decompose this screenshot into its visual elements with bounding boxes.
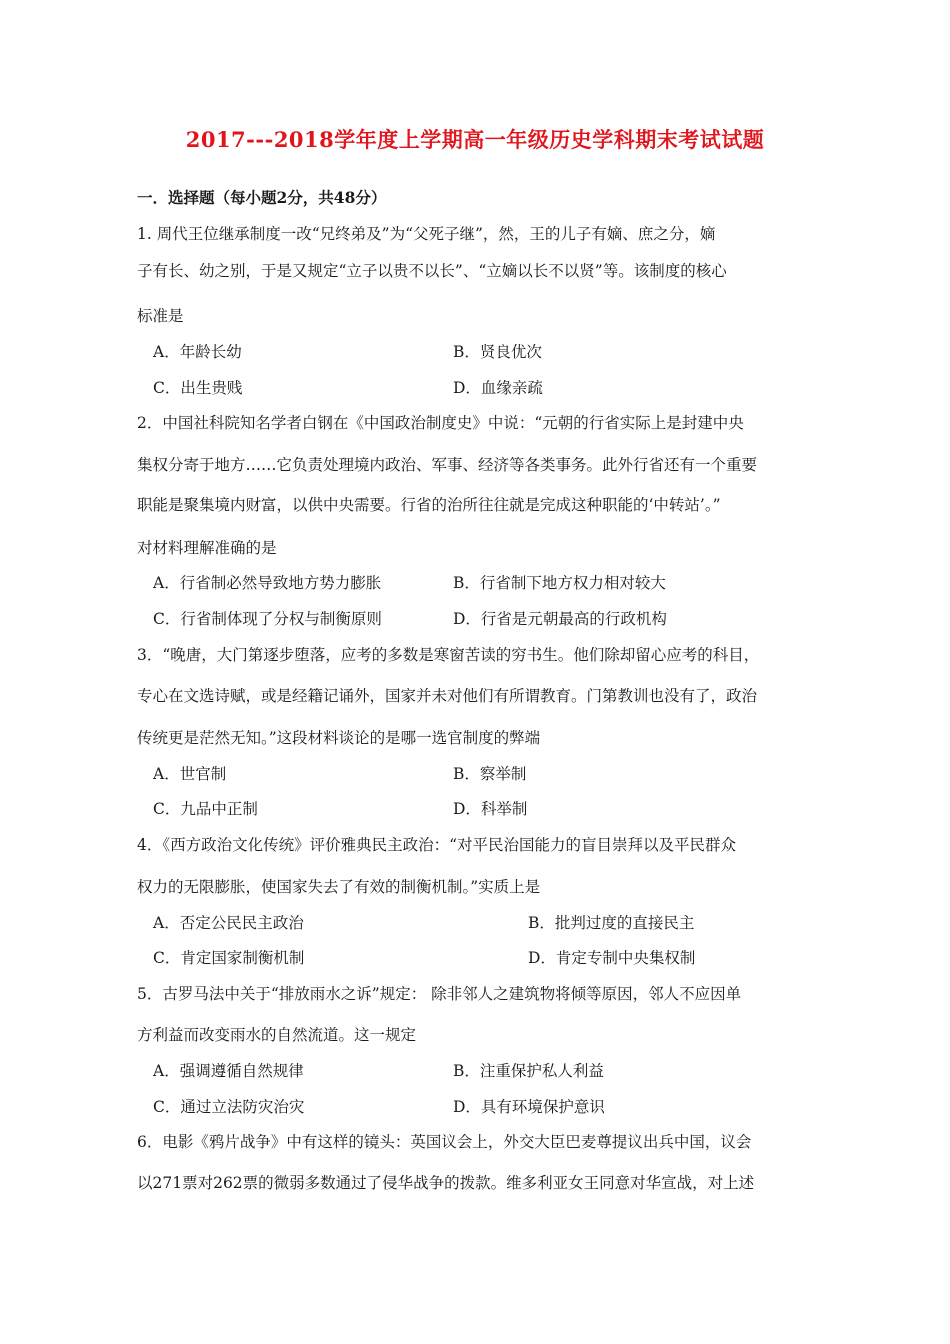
question-3-option-d: D．科举制	[453, 800, 528, 818]
question-3-line-3: 传统更是茫然无知。”这段材料谈论的是哪一选官制度的弊端	[137, 729, 541, 747]
question-2-line-2: 集权分寄于地方……它负责处理境内政治、军事、经济等各类事务。此外行省还有一个重要	[137, 456, 758, 474]
question-4-option-d: D．肯定专制中央集权制	[528, 949, 696, 967]
question-4-option-c: C．肯定国家制衡机制	[153, 949, 305, 967]
question-4-line-2: 权力的无限膨胀，使国家失去了有效的制衡机制。”实质上是	[137, 878, 541, 896]
question-1-line-2: 子有长、幼之别，于是又规定“立子以贵不以长”、“立嫡以长不以贤”等。该制度的核心	[137, 262, 727, 280]
section-heading: 一．选择题（每小题2分，共48分）	[137, 188, 387, 207]
question-5-option-c: C．通过立法防灾治灾	[153, 1098, 305, 1116]
question-3-option-a: A．世官制	[153, 765, 227, 783]
question-2-option-b: B．行省制下地方权力相对较大	[453, 574, 666, 592]
question-3-line-1: 3．“晚唐，大门第逐步堕落，应考的多数是寒窗苦读的穷书生。他们除却留心应考的科目，	[137, 646, 760, 664]
question-6-line-2: 以271票对262票的微弱多数通过了侵华战争的拨款。维多利亚女王同意对华宣战，对上述	[137, 1174, 755, 1192]
question-2-line-3: 职能是聚集境内财富，以供中央需要。行省的治所往往就是完成这种职能的‘中转站’。”	[137, 496, 721, 514]
question-4-line-1: 4．《西方政治文化传统》评价雅典民主政治：“对平民治国能力的盲目崇拜以及平民群众	[137, 836, 737, 854]
question-1-line-3: 标准是	[137, 307, 184, 325]
question-3-option-c: C．九品中正制	[153, 800, 258, 818]
question-1-option-d: D．血缘亲疏	[453, 379, 543, 397]
question-2-line-1: 2．中国社科院知名学者白钢在《中国政治制度史》中说：“元朝的行省实际上是封建中央	[137, 414, 744, 432]
question-3-line-2: 专心在文选诗赋，或是经籍记诵外，国家并未对他们有所谓教育。门第教训也没有了，政治	[137, 687, 758, 705]
question-5-option-b: B．注重保护私人利益	[453, 1062, 604, 1080]
question-5-line-1: 5．古罗马法中关于“排放雨水之诉”规定： 除非邻人之建筑物将倾等原因，邻人不应因单	[137, 985, 742, 1003]
question-2-option-d: D．行省是元朝最高的行政机构	[453, 610, 667, 628]
question-1-option-c: C．出生贵贱	[153, 379, 243, 397]
question-2-option-a: A．行省制必然导致地方势力膨胀	[153, 574, 382, 592]
question-5-line-2: 方利益而改变雨水的自然流道。这一规定	[137, 1026, 417, 1044]
question-1-line-1: 1. 周代王位继承制度一改“兄终弟及”为“父死子继”，然，王的儿子有嫡、庶之分，嫡	[137, 225, 716, 243]
question-1-option-b: B．贤良优次	[453, 343, 542, 361]
question-4-option-a: A．否定公民民主政治	[153, 914, 304, 932]
question-5-option-d: D．具有环境保护意识	[453, 1098, 605, 1116]
question-2-line-4: 对材料理解准确的是	[137, 539, 277, 557]
question-4-option-b: B．批判过度的直接民主	[528, 914, 695, 932]
question-6-line-1: 6．电影《鸦片战争》中有这样的镜头：英国议会上，外交大臣巴麦尊提议出兵中国，议会	[137, 1133, 752, 1151]
question-1-option-a: A．年龄长幼	[153, 343, 242, 361]
question-2-option-c: C．行省制体现了分权与制衡原则	[153, 610, 382, 628]
question-5-option-a: A．强调遵循自然规律	[153, 1062, 304, 1080]
question-3-option-b: B．察举制	[453, 765, 527, 783]
exam-title: 2017---2018学年度上学期高一年级历史学科期末考试试题	[185, 127, 765, 152]
